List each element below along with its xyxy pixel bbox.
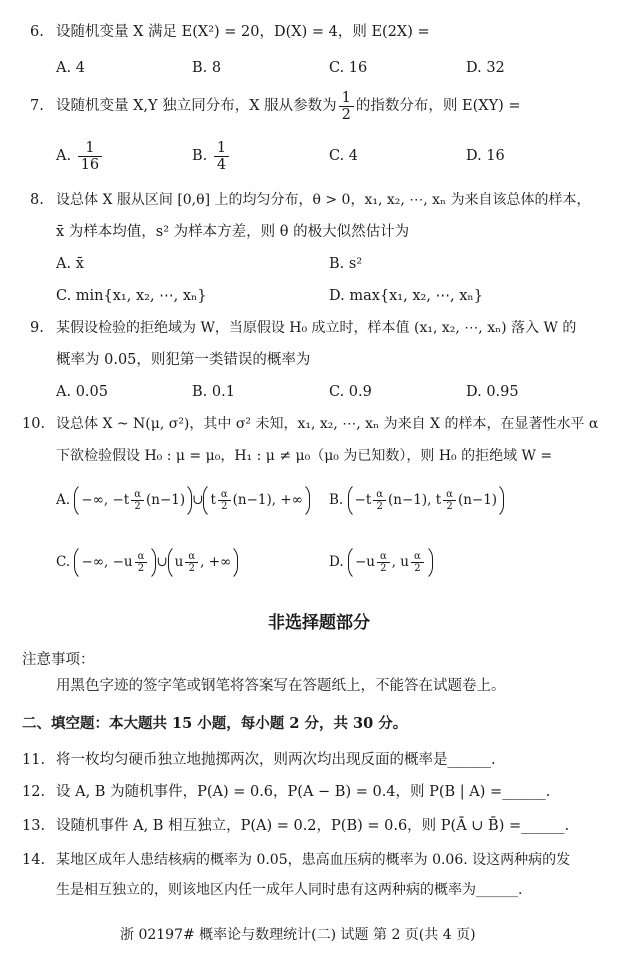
q7-option-b-label: B. xyxy=(192,148,208,164)
q10-option-d-label: D. xyxy=(329,554,344,570)
q7-option-a xyxy=(56,136,104,176)
q10-sub-den: 2 xyxy=(188,563,195,574)
q10-sub-num: α xyxy=(443,489,456,501)
q8-line-1: 设总体 X 服从区间 [0,θ] 上的均匀分布，θ > 0，x₁, x₂, ⋯, xₙ 为来自该总体的样本， xyxy=(56,192,591,208)
q12-number: 12. xyxy=(22,784,46,800)
q10-option-b-label: B. xyxy=(329,492,344,508)
q10-option-a-right-interval xyxy=(203,482,309,519)
page-footer: 浙 02197# 概率论与数理统计(二) 试题 第 2 页(共 4 页) xyxy=(120,927,476,943)
q14-line-2: 生是相互独立的，则该地区内任一成年人同时患有这两种病的概率为______. xyxy=(56,882,523,898)
q10-option-a-left-interval xyxy=(74,482,192,519)
q10-sub-num: α xyxy=(131,489,144,501)
q6-option-c: C. 16 xyxy=(329,60,368,76)
q10-option-d-a: −u xyxy=(354,554,375,570)
q10-option-d-interval xyxy=(348,544,433,581)
q11-number: 11. xyxy=(22,752,46,768)
q10-option-c-right-text: u xyxy=(174,554,184,570)
q10-line-1: 设总体 X ~ N(μ, σ²)，其中 σ² 未知，x₁, x₂, ⋯, xₙ 为来自 X 的样本，在显著性水平 α xyxy=(56,416,599,432)
q10-option-a-left-text: −∞, −t xyxy=(81,492,130,508)
q10-option-c-label: C. xyxy=(56,554,71,570)
q10-sub-den: 2 xyxy=(376,501,383,512)
q7-option-b-den: 4 xyxy=(216,156,227,173)
q14-number: 14. xyxy=(22,852,46,868)
q10-sub-num: α xyxy=(185,551,198,563)
q7-frac-den: 2 xyxy=(341,106,351,123)
q10-option-c-sub-1 xyxy=(135,551,148,574)
q9-option-a: A. 0.05 xyxy=(56,384,108,400)
q10-sub-den: 2 xyxy=(414,563,421,574)
q6-stem: 设随机变量 X 满足 E(X²) = 20，D(X) = 4，则 E(2X) = xyxy=(56,24,430,40)
q8-number: 8. xyxy=(30,192,44,208)
q9-option-d: D. 0.95 xyxy=(466,384,519,400)
q10-option-c xyxy=(56,540,238,584)
q10-option-b-tail: (n−1) xyxy=(457,492,498,508)
q10-sub-den: 2 xyxy=(221,501,228,512)
q10-sub-num: α xyxy=(377,551,390,563)
q10-option-d-mid: , u xyxy=(391,554,409,570)
q7-option-b-fraction xyxy=(214,140,229,173)
q10-option-b-interval xyxy=(348,482,505,519)
q9-line-1: 某假设检验的拒绝域为 W，当原假设 H₀ 成立时，样本值 (x₁, x₂, ⋯, xₙ) 落入 W 的 xyxy=(56,320,577,336)
q10-number: 10. xyxy=(22,416,46,432)
q13-number: 13. xyxy=(22,818,46,834)
q10-sub-num: α xyxy=(373,489,386,501)
q10-option-c-right-tail: , +∞ xyxy=(200,554,232,570)
q7-option-d: D. 16 xyxy=(466,148,505,164)
q10-sub-den: 2 xyxy=(134,501,141,512)
q7-option-c: C. 4 xyxy=(329,148,359,164)
q10-sub-num: α xyxy=(218,489,231,501)
part2-title: 二、填空题：本大题共 15 小题，每小题 2 分，共 30 分。 xyxy=(22,715,408,732)
q10-option-a xyxy=(56,478,310,522)
q10-option-a-label: A. xyxy=(56,492,71,508)
notice-body: 用黑色字迹的签字笔或钢笔将答案写在答题纸上，不能答在试题卷上。 xyxy=(56,678,506,694)
q7-option-a-num: 1 xyxy=(78,140,102,157)
q8-line-2: x̄ 为样本均值，s² 为样本方差，则 θ 的极大似然估计为 xyxy=(56,224,410,240)
q7-option-b-num: 1 xyxy=(214,140,229,157)
q7-stem xyxy=(56,86,521,126)
q10-option-d-sub-1 xyxy=(377,551,390,574)
q6-option-a: A. 4 xyxy=(56,60,85,76)
q6-number: 6. xyxy=(30,24,44,40)
q10-option-a-union: ∪ xyxy=(192,492,204,508)
q7-option-b xyxy=(192,136,231,176)
q7-number: 7. xyxy=(30,98,44,114)
q10-option-d-sub-2 xyxy=(411,551,424,574)
q10-option-c-sub-2 xyxy=(185,551,198,574)
q7-option-a-den: 16 xyxy=(80,156,100,173)
q10-sub-num: α xyxy=(411,551,424,563)
q9-option-c: C. 0.9 xyxy=(329,384,372,400)
q7-stem-a: 设随机变量 X,Y 独立同分布，X 服从参数为 xyxy=(56,98,337,114)
q10-option-c-left-text: −∞, −u xyxy=(81,554,133,570)
q7-option-a-fraction xyxy=(78,140,102,173)
q10-option-b xyxy=(329,478,504,522)
q8-option-a: A. x̄ xyxy=(56,256,84,272)
q10-option-d xyxy=(329,540,433,584)
q14-line-1: 某地区成年人患结核病的概率为 0.05，患高血压病的概率为 0.06. 设这两种病的发 xyxy=(56,852,571,868)
q10-line-2: 下欲检验假设 H₀ : μ = μ₀，H₁ : μ ≠ μ₀（μ₀ 为已知数），则 H₀ 的拒绝域 W = xyxy=(56,448,553,464)
q10-option-c-union: ∪ xyxy=(156,554,168,570)
q10-sub-den: 2 xyxy=(380,563,387,574)
q7-option-a-label: A. xyxy=(56,148,72,164)
q9-number: 9. xyxy=(30,320,44,336)
q10-option-c-right-interval xyxy=(168,544,239,581)
q10-option-b-mid: (n−1), t xyxy=(388,492,442,508)
q8-option-c: C. min{x₁, x₂, ⋯, xₙ} xyxy=(56,288,207,304)
notice-title: 注意事项： xyxy=(22,652,95,668)
q7-param-fraction xyxy=(339,90,354,123)
q10-option-b-sub-1 xyxy=(373,489,386,512)
q12-text: 设 A, B 为随机事件，P(A) = 0.6，P(A − B) = 0.4，则 P(B | A) =______. xyxy=(56,784,551,800)
q6-option-d: D. 32 xyxy=(466,60,505,76)
q7-frac-num: 1 xyxy=(339,90,354,107)
q10-option-a-sub-2 xyxy=(218,489,231,512)
q10-option-c-left-interval xyxy=(74,544,156,581)
q10-option-a-left-tail: (n−1) xyxy=(146,492,186,508)
q13-text: 设随机事件 A, B 相互独立，P(A) = 0.2，P(B) = 0.6，则 P(Ā ∪ B̄) =______. xyxy=(56,818,570,834)
q10-option-a-right-tail: (n−1), +∞ xyxy=(232,492,303,508)
q11-text: 将一枚均匀硬币独立地抛掷两次，则两次均出现反面的概率是______. xyxy=(56,752,496,768)
q6-option-b: B. 8 xyxy=(192,60,222,76)
q10-option-b-a: −t xyxy=(354,492,372,508)
q7-stem-b: 的指数分布，则 E(XY) = xyxy=(355,98,521,114)
q10-sub-num: α xyxy=(135,551,148,563)
q8-option-d: D. max{x₁, x₂, ⋯, xₙ} xyxy=(329,288,483,304)
q10-option-a-right-text: t xyxy=(210,492,216,508)
section-title: 非选择题部分 xyxy=(268,613,370,633)
q10-option-b-sub-2 xyxy=(443,489,456,512)
q10-sub-den: 2 xyxy=(446,501,453,512)
q9-option-b: B. 0.1 xyxy=(192,384,235,400)
q10-sub-den: 2 xyxy=(137,563,145,574)
q9-line-2: 概率为 0.05，则犯第一类错误的概率为 xyxy=(56,352,311,368)
q8-option-b: B. s² xyxy=(329,256,363,272)
q10-option-a-sub-1 xyxy=(131,489,144,512)
